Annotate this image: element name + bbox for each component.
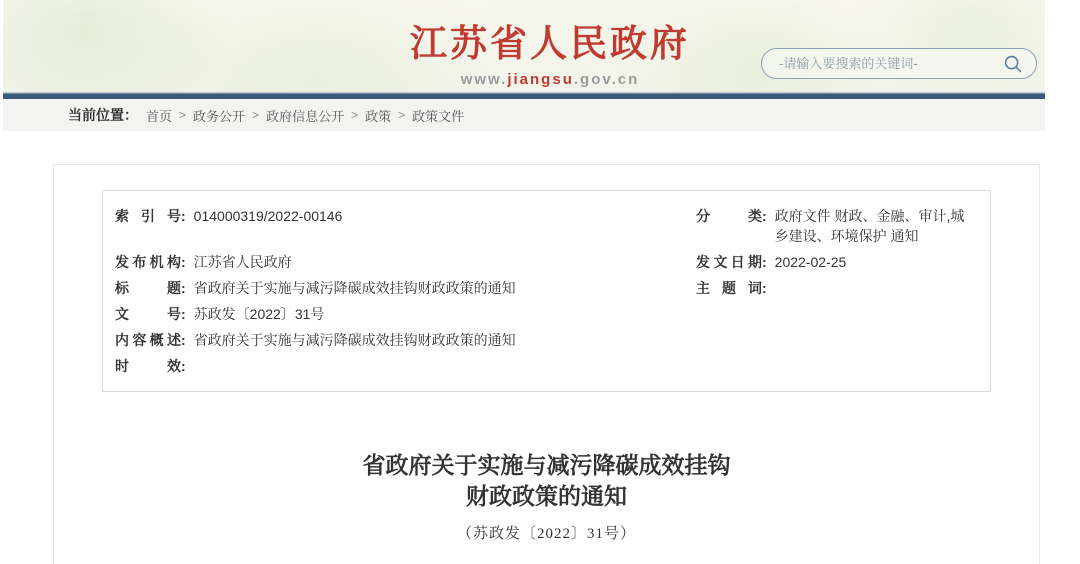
- table-row: [103, 301, 990, 327]
- meta-cell-issuing-agency: [103, 252, 684, 272]
- meta-cell-category: [684, 206, 990, 246]
- document-title: [54, 450, 1039, 512]
- meta-colon: :: [181, 358, 186, 374]
- document-title-line1: 省政府关于实施与减污降碳成效挂钩: [362, 453, 731, 478]
- table-row: [103, 353, 990, 379]
- site-title[interactable]: 江苏省人民政府: [410, 23, 690, 64]
- search-icon[interactable]: [1002, 53, 1024, 75]
- meta-colon: :: [181, 306, 186, 322]
- breadcrumb-separator: >: [252, 108, 260, 122]
- breadcrumb-item-home[interactable]: 首页: [146, 108, 173, 124]
- document-subtitle: （苏政发〔2022〕31号）: [456, 526, 636, 542]
- meta-value: 政府文件 财政、金融、审计,城乡建设、环境保护 通知: [774, 208, 965, 244]
- meta-colon: :: [181, 208, 186, 224]
- breadcrumb: [3, 99, 1045, 131]
- meta-colon: :: [761, 280, 767, 296]
- site-header: [3, 0, 1045, 92]
- table-row: [103, 275, 990, 301]
- meta-label: 文号: [115, 306, 181, 322]
- site-url-suffix: .gov.cn: [573, 71, 640, 88]
- meta-cell-empty: [684, 330, 990, 350]
- meta-label: 发布机构: [115, 254, 181, 270]
- meta-table: [102, 190, 991, 392]
- meta-value: 江苏省人民政府: [193, 254, 292, 270]
- meta-colon: :: [181, 280, 186, 296]
- table-row: [103, 203, 990, 249]
- meta-cell-index-number: [103, 206, 684, 246]
- breadcrumb-separator: >: [398, 108, 406, 122]
- table-row: [103, 249, 990, 275]
- meta-cell-document-number: [103, 304, 684, 324]
- meta-colon: :: [181, 332, 186, 348]
- site-identity: [407, 13, 693, 88]
- breadcrumb-separator: >: [351, 108, 359, 122]
- meta-label: 内容概述: [115, 332, 181, 348]
- document-title-line2: 财政政策的通知: [466, 484, 627, 509]
- table-row: [103, 327, 990, 353]
- meta-value: 省政府关于实施与减污降碳成效挂钩财政政策的通知: [193, 280, 516, 296]
- meta-colon: :: [761, 254, 767, 270]
- meta-cell-content-summary: [103, 330, 684, 350]
- meta-cell-validity: [103, 356, 684, 376]
- meta-value: 2022-02-25: [774, 254, 847, 270]
- site-url: [407, 71, 693, 88]
- search-input[interactable]: [779, 56, 1002, 71]
- meta-value: 苏政发〔2022〕31号: [193, 306, 325, 322]
- search-box: [761, 48, 1037, 79]
- meta-cell-empty: [684, 356, 990, 376]
- page: [3, 0, 1045, 564]
- header-divider-bar: [3, 92, 1045, 99]
- breadcrumb-item-zhengcewenjian[interactable]: 政策文件: [412, 108, 465, 124]
- meta-label: 标题: [115, 280, 181, 296]
- meta-label: 索引号: [115, 208, 181, 224]
- site-url-highlight: jiangsu: [507, 71, 574, 88]
- meta-label: 时效: [115, 358, 181, 374]
- breadcrumb-item-zhengce[interactable]: 政策: [365, 108, 392, 124]
- breadcrumb-item-xinxigongkai[interactable]: 政府信息公开: [266, 108, 345, 124]
- breadcrumb-label: 当前位置：: [68, 107, 138, 123]
- meta-cell-issue-date: [684, 252, 990, 272]
- document-title-block: [54, 450, 1039, 543]
- meta-value: 省政府关于实施与减污降碳成效挂钩财政政策的通知: [193, 332, 516, 348]
- breadcrumb-item-zhengwugongkai[interactable]: 政务公开: [193, 108, 246, 124]
- meta-colon: :: [761, 208, 767, 224]
- meta-label: 主题词: [695, 280, 762, 296]
- meta-cell-subject-words: [684, 278, 990, 298]
- meta-label: 分类: [695, 208, 762, 224]
- breadcrumb-separator: >: [179, 108, 187, 122]
- meta-colon: :: [181, 254, 186, 270]
- meta-cell-title: [103, 278, 684, 298]
- content-area: [3, 131, 1045, 564]
- meta-value: 014000319/2022-00146: [193, 208, 343, 224]
- site-url-prefix: www.: [460, 71, 508, 88]
- meta-cell-empty: [684, 304, 990, 324]
- meta-label: 发文日期: [695, 254, 762, 270]
- content-card: [53, 164, 1040, 564]
